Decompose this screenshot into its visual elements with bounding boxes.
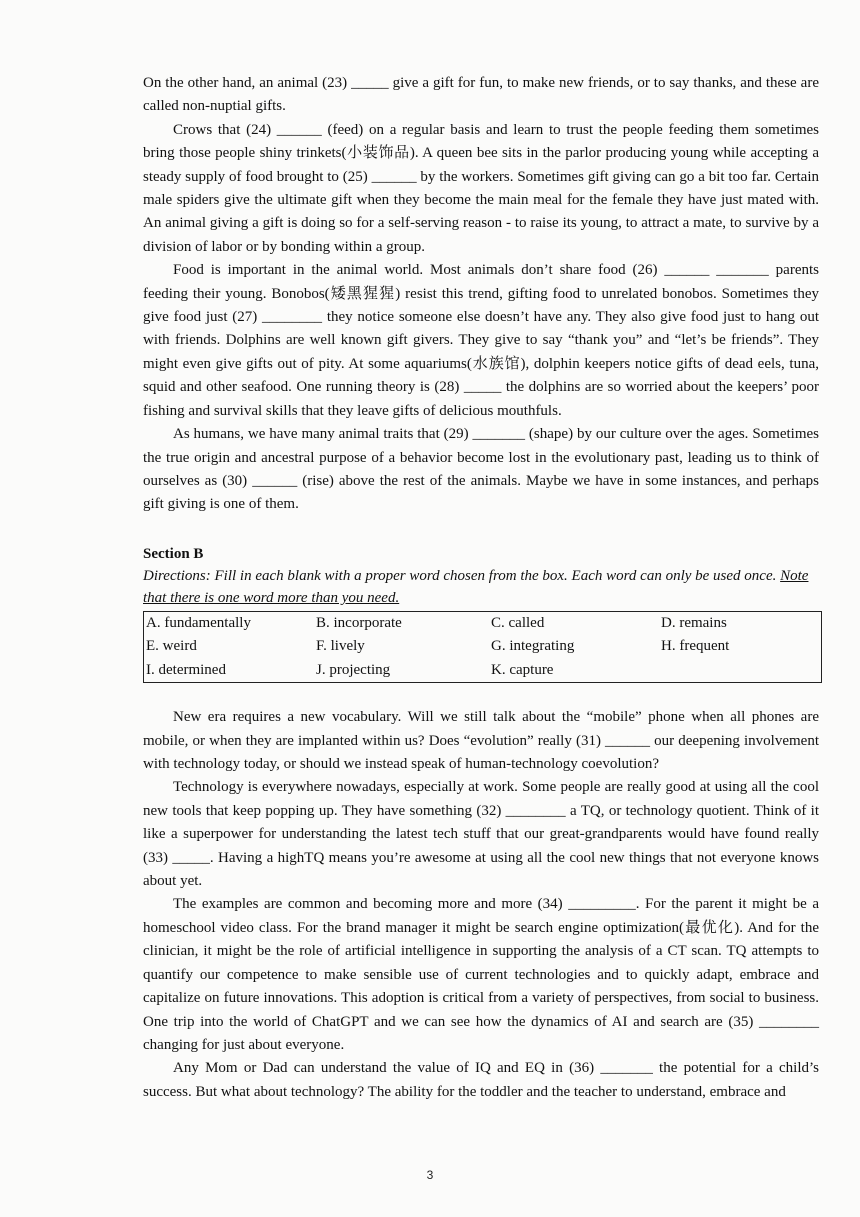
word-option: B. incorporate <box>316 614 402 631</box>
paragraph-crows: Crows that (24) ______ (feed) on a regular basis and learn to trust the people feeding them sometimes bring those people shiny trinkets(小装饰品). A queen bee sits in the parlor producing young while accepting a steady supply of food brought to (25) ______ by the workers. Sometimes gift giving can go a bit too far. Certain male spiders give the ultimate gift when they become the main meal for the female they have just mated with. An animal giving a gift is doing so for a self-serving reason - to raise its young, to attract a mate, to survive by a division of labor or by bonding within a group. <box>143 121 819 255</box>
section-b-directions <box>143 565 819 609</box>
word-box-row <box>144 659 822 683</box>
paragraph-tq: Technology is everywhere nowadays, especially at work. Some people are really good at using all the cool new tools that keep popping up. They have something (32) ________ a TQ, or technology quotient. Think of it like a superpower for understanding the latest tech stuff that our great-grandparents would have found really (33) _____. Having a highTQ means you’re awesome at using all the cool new things that not everyone knows about yet. <box>143 779 819 890</box>
word-option: J. projecting <box>316 661 391 678</box>
word-option: E. weird <box>146 638 197 655</box>
word-box-row <box>144 611 822 635</box>
word-option: H. frequent <box>661 638 730 655</box>
section-b-title: Section B <box>143 545 204 562</box>
page-content <box>143 72 819 1104</box>
word-option: G. integrating <box>491 638 575 655</box>
paragraph-non-nuptial-gifts: On the other hand, an animal (23) _____ give a gift for fun, to make new friends, or to say thanks, and these are called non-nuptial gifts. <box>143 75 819 115</box>
paragraph-human-traits: As humans, we have many animal traits that (29) _______ (shape) by our culture over the ages. Sometimes the true origin and ancestral purpose of a behavior become lost in the evolutionary past, leading us to think of ourselves as (30) ______ (rise) above the rest of the animals. Maybe we have in some instances, and perhaps gift giving is one of them. <box>143 426 819 513</box>
word-option: D. remains <box>661 614 727 631</box>
word-option: C. called <box>491 614 545 631</box>
section-b <box>143 543 819 684</box>
word-option: I. determined <box>146 661 226 678</box>
word-box-row <box>144 635 822 659</box>
passage-technology <box>143 706 819 1104</box>
directions-main: Directions: Fill in each blank with a proper word chosen from the box. Each word can only be used once. <box>143 567 781 584</box>
word-option <box>659 659 822 683</box>
paragraph-new-vocabulary: New era requires a new vocabulary. Will we still talk about the “mobile” phone when all phones are mobile, or when they are implanted within us? Does “evolution” really (31) ______ our deepening involvement with technology today, or should we instead speak of human-technology coevolution? <box>143 709 819 773</box>
page-number: 3 <box>426 1168 434 1182</box>
paragraph-iq-eq: Any Mom or Dad can understand the value of IQ and EQ in (36) _______ the potential for a child’s success. But what about technology? The ability for the toddler and the teacher to understand, embrace and <box>143 1060 819 1100</box>
paragraph-food-sharing: Food is important in the animal world. Most animals don’t share food (26) ______ _______ parents feeding their young. Bonobos(矮黑猩猩) resist this trend, gifting food to unrelated bonobos. Sometimes they give food just (27) ________ they notice someone else doesn’t have any. They also give food just to hang out with friends. Dolphins are well known gift givers. They give to say “thank you” and “let’s be friends”. They might even give gifts out of pity. At some aquariums(水族馆), dolphin keepers notice gifts of dead eels, tuna, squid and other seafood. One running theory is (28) _____ the dolphins are so worried about the keepers’ poor fishing and survival skills that they leave gifts of delicious mouthfuls. <box>143 262 819 419</box>
word-box <box>143 611 822 684</box>
word-option: F. lively <box>316 638 365 655</box>
directions-note: Note that there is one word more than you need. <box>143 567 809 606</box>
word-option: K. capture <box>491 661 554 678</box>
word-option: A. fundamentally <box>146 614 251 631</box>
paragraph-examples: The examples are common and becoming more and more (34) _________. For the parent it might be a homeschool video class. For the brand manager it might be search engine optimization(最优化). And for the clinician, it might be the role of artificial intelligence in supporting the analysis of a CT scan. TQ attempts to quantify our competence to make sensible use of current technologies and to quickly adapt, embrace and capitalize on future innovations. This adoption is critical from a variety of perspectives, from social to business. One trip into the world of ChatGPT and we can see how the dynamics of AI and search are (35) ________ changing for just about everyone. <box>143 896 819 1053</box>
